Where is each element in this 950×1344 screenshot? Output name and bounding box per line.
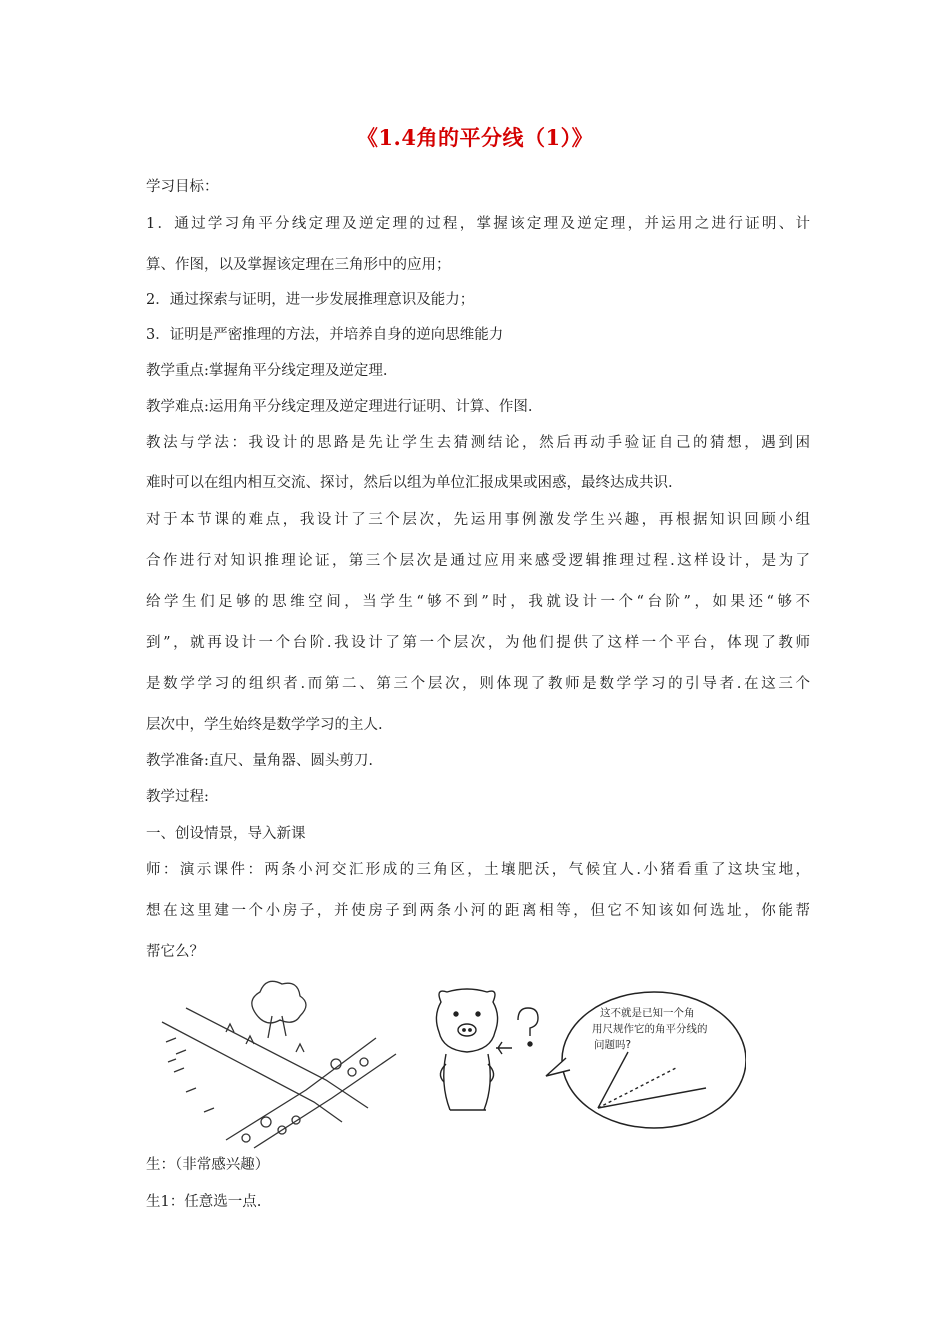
pig-drawing xyxy=(436,989,538,1110)
document-title: 《1.4角的平分线（1）》 xyxy=(356,125,594,150)
bubble-text: 问题吗? xyxy=(594,1039,632,1051)
text-line: 生：（非常感兴趣） xyxy=(146,1157,270,1173)
text-line: 3．证明是严密推理的方法，并培养自身的逆向思维能力 xyxy=(146,327,504,343)
text-line: 帮它么？ xyxy=(146,944,204,960)
text-line: 给学生们足够的思维空间，当学生“够不到”时，我就设计一个“台阶”，如果还“够不 xyxy=(146,594,810,610)
text-line: 生1：任意选一点. xyxy=(146,1194,262,1210)
text-line: 学习目标： xyxy=(146,179,219,195)
text-line: 2．通过探索与证明，进一步发展推理意识及能力； xyxy=(146,292,475,308)
text-line: 师：演示课件：两条小河交汇形成的三角区，土壤肥沃，气候宜人.小猪看重了这块宝地， xyxy=(146,862,810,878)
text-line: 教学准备:直尺、量角器、圆头剪刀. xyxy=(146,753,373,769)
text-line: 教学难点:运用角平分线定理及逆定理进行证明、计算、作图. xyxy=(146,399,533,415)
illustration xyxy=(146,972,746,1152)
text-line: 教学重点:掌握角平分线定理及逆定理. xyxy=(146,363,388,379)
text-line: 算、作图，以及掌握该定理在三角形中的应用； xyxy=(146,257,451,273)
text-line: 教学过程: xyxy=(146,789,209,805)
text-line: 难时可以在组内相互交流、探讨，然后以组为单位汇报成果或困惑，最终达成共识. xyxy=(146,475,673,491)
text-line: 想在这里建一个小房子，并使房子到两条小河的距离相等，但它不知该如何选址，你能帮 xyxy=(146,903,810,919)
text-line: 层次中，学生始终是数学学习的主人. xyxy=(146,717,383,733)
text-line: 一、创设情景，导入新课 xyxy=(146,826,306,842)
text-line: 合作进行对知识推理论证，第三个层次是通过应用来感受逻辑推理过程.这样设计，是为了 xyxy=(146,553,810,569)
bubble-text: 用尺规作它的角平分线的 xyxy=(592,1023,708,1035)
thought-bubble xyxy=(546,992,746,1128)
text-line: 是数学学习的组织者.而第二、第三个层次，则体现了教师是数学学习的引导者.在这三个 xyxy=(146,676,810,692)
text-line: 教法与学法：我设计的思路是先让学生去猜测结论，然后再动手验证自己的猜想，遇到困 xyxy=(146,435,810,451)
text-line: 到”，就再设计一个台阶.我设计了第一个层次，为他们提供了这样一个平台，体现了教师 xyxy=(146,635,810,651)
bubble-text: 这不就是已知一个角 xyxy=(600,1007,695,1019)
text-line: 1．通过学习角平分线定理及逆定理的过程，掌握该定理及逆定理，并运用之进行证明、计 xyxy=(146,216,810,232)
rivers-drawing xyxy=(162,981,396,1148)
text-line: 对于本节课的难点，我设计了三个层次，先运用事例激发学生兴趣，再根据知识回顾小组 xyxy=(146,512,810,528)
